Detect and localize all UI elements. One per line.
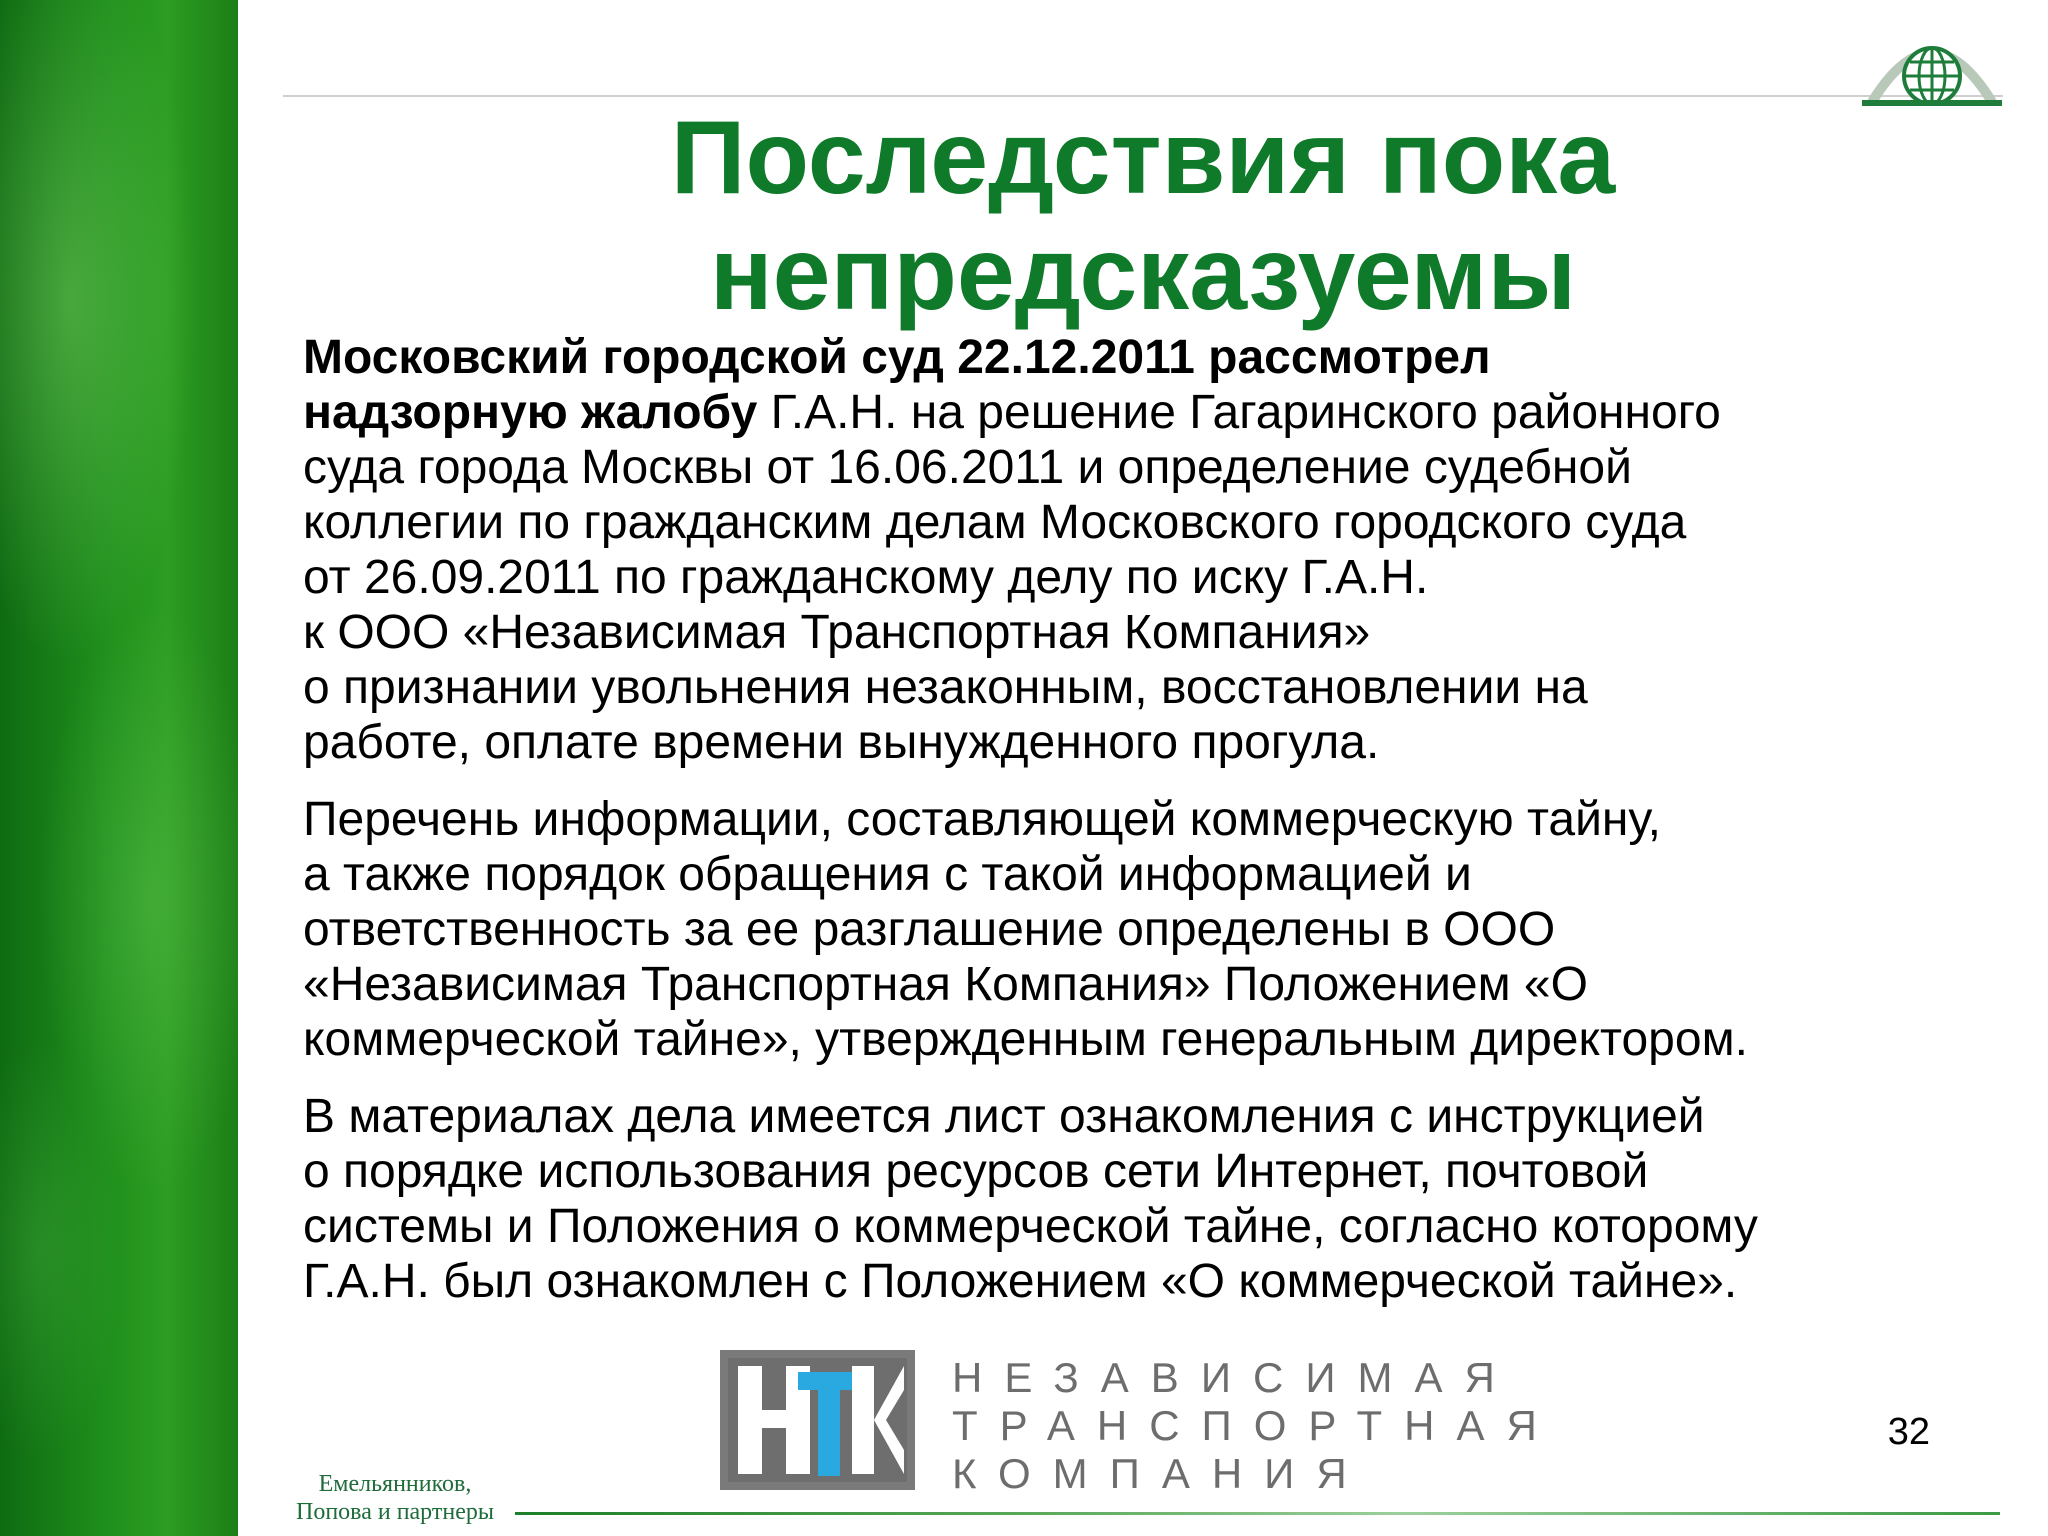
paragraph-1-line-7: о признании увольнения незаконным, восстановлении на (303, 661, 1588, 714)
page-number: 32 (1887, 1411, 1930, 1453)
paragraph-1-line-4: коллегии по гражданским делам Московского городского суда (303, 496, 1687, 549)
company-name-line-1: НЕЗАВИСИМАЯ (952, 1354, 1517, 1401)
firm-line-1: Емельянников, (318, 1471, 472, 1497)
paragraph-3-line-3: системы и Положения о коммерческой тайне, согласно которому (303, 1200, 1758, 1253)
company-logo (720, 1350, 1559, 1497)
company-name-line-3: КОМПАНИЯ (952, 1450, 1369, 1497)
slide-body (303, 330, 2043, 1331)
firm-line-2: Попова и партнеры (296, 1499, 494, 1525)
paragraph-3-line-4: Г.А.Н. был ознакомлен с Положением «О коммерческой тайне». (303, 1255, 1738, 1308)
paragraph-1-line-6: к ООО «Независимая Транспортная Компания» (303, 606, 1371, 659)
globe-seal-icon (1862, 14, 2002, 106)
ntk-logo-icon (720, 1350, 915, 1490)
paragraph-1-line-2-rest: Г.А.Н. на решение Гагаринского районного (757, 386, 1721, 439)
paragraph-2 (303, 792, 2043, 1067)
paragraph-3-line-1: В материалах дела имеется лист ознакомления с инструкцией (303, 1090, 1705, 1143)
paragraph-2-line-5: коммерческой тайне», утвержденным генеральным директором. (303, 1013, 1748, 1066)
paragraph-1-line-8: работе, оплате времени вынужденного прогула. (303, 716, 1380, 769)
title-line-1: Последствия пока (670, 100, 1616, 216)
paragraph-1-line-3: суда города Москвы от 16.06.2011 и определение судебной (303, 441, 1632, 494)
paragraph-2-line-1: Перечень информации, составляющей коммерческую тайну, (303, 793, 1661, 846)
paragraph-1 (303, 330, 2043, 770)
title-line-2: непредсказуемы (709, 216, 1577, 332)
company-name-line-2: ТРАНСПОРТНАЯ (952, 1402, 1559, 1449)
paragraph-1-bold-line-1: Московский городской суд 22.12.2011 рассмотрел (303, 331, 1491, 384)
company-name (952, 1354, 1559, 1498)
paragraph-2-line-3: ответственность за ее разглашение определены в ООО (303, 903, 1556, 956)
paragraph-1-bold-line-2: надзорную жалобу (303, 386, 758, 439)
green-sidebar (0, 0, 238, 1536)
paragraph-1-line-5: от 26.09.2011 по гражданскому делу по иску Г.А.Н. (303, 551, 1429, 604)
paragraph-2-line-2: а также порядок обращения с такой информацией и (303, 848, 1472, 901)
firm-logo (280, 1470, 510, 1526)
slide-title (283, 100, 2003, 332)
top-rule (283, 95, 2003, 97)
bottom-rule (515, 1512, 2000, 1515)
paragraph-3-line-2: о порядке использования ресурсов сети Интернет, почтовой (303, 1145, 1649, 1198)
paragraph-2-line-4: «Независимая Транспортная Компания» Положением «О (303, 958, 1588, 1011)
paragraph-3 (303, 1089, 2043, 1309)
